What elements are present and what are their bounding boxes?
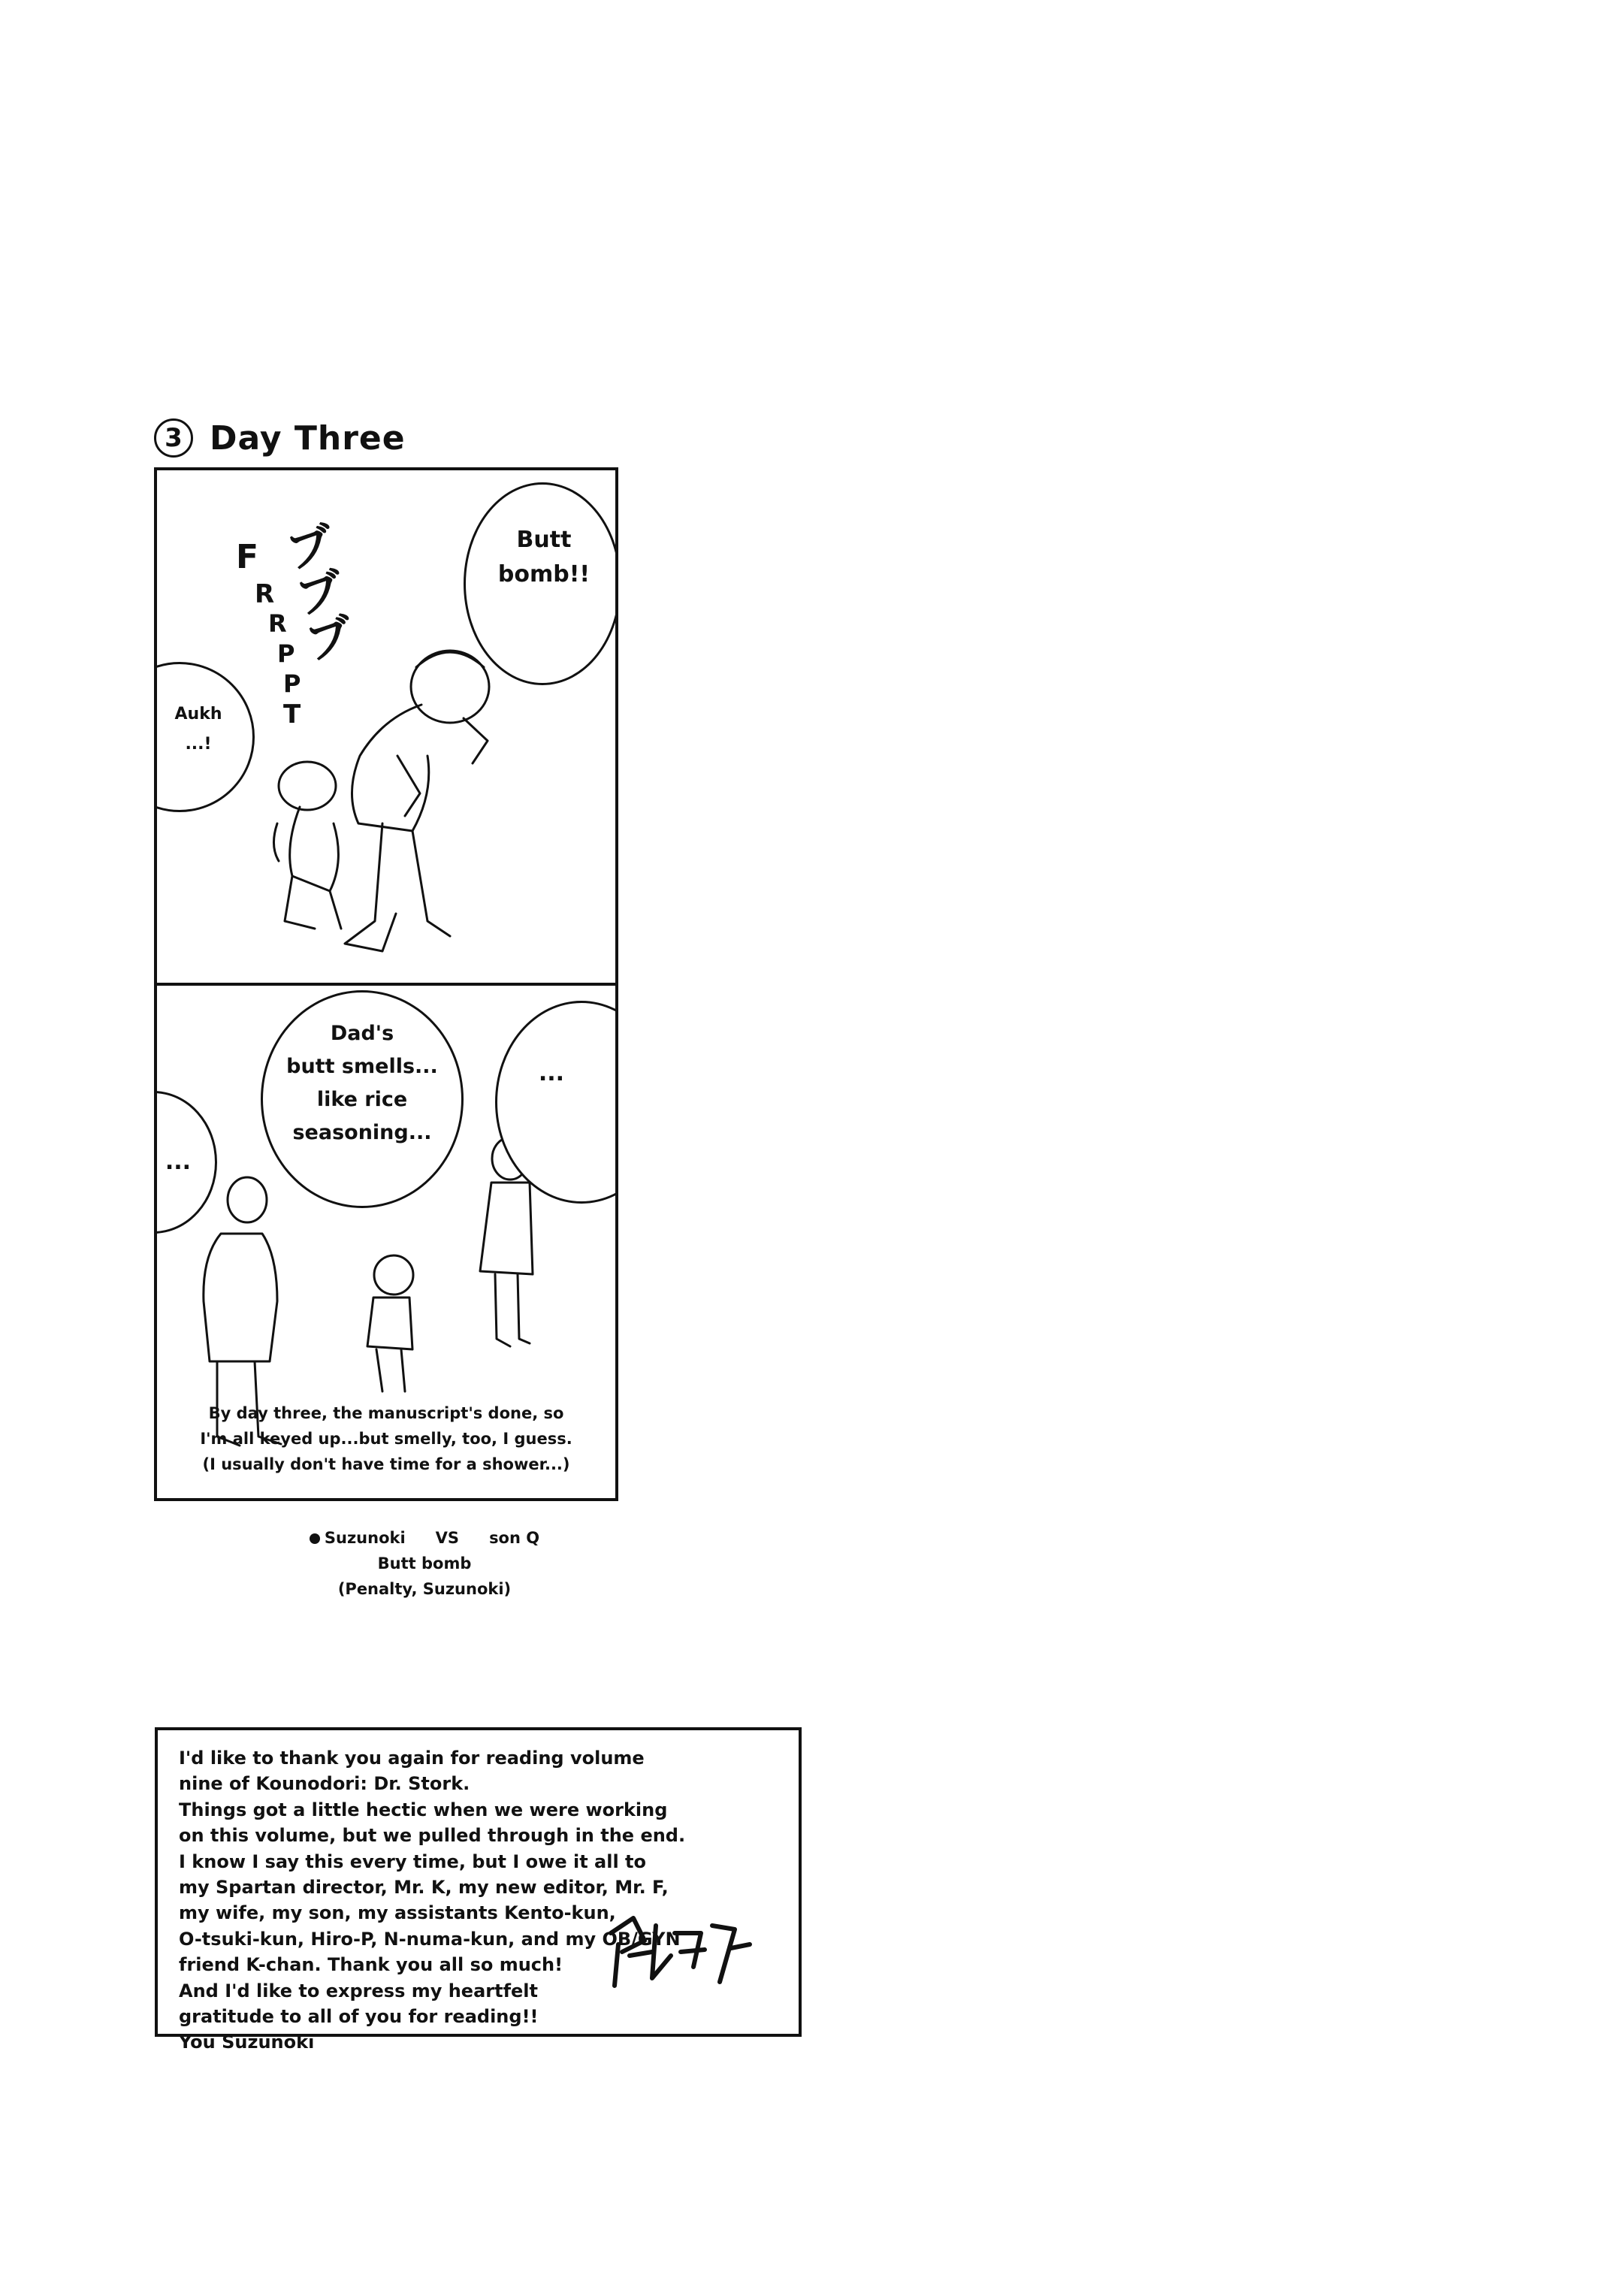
sfx-letter: R xyxy=(255,579,275,609)
score-player-1 xyxy=(310,1525,406,1551)
speech-line: Aukh xyxy=(174,705,222,724)
afterword-line: I know I say this every time, but I owe it all to xyxy=(179,1850,646,1872)
afterword-line: And I'd like to express my heartfelt xyxy=(179,1980,538,2001)
sfx-letter: R xyxy=(268,609,287,638)
speech-text-ellipsis-left: ... xyxy=(165,1149,192,1175)
afterword-line: I'd like to thank you again for reading volume xyxy=(179,1748,645,1769)
caption-line: (I usually don't have time for a shower...) xyxy=(202,1455,570,1473)
speech-line: seasoning... xyxy=(292,1121,432,1144)
speech-line: bomb!! xyxy=(497,561,591,588)
heading-title: Day Three xyxy=(210,418,406,458)
score-player-2: son Q xyxy=(489,1529,540,1547)
caption-line: By day three, the manuscript's done, so xyxy=(208,1404,564,1422)
speech-line: Dad's xyxy=(330,1022,394,1045)
match-score xyxy=(293,1525,556,1602)
afterword-line: You Suzunoki xyxy=(179,2032,315,2053)
afterword-line: nine of Kounodori: Dr. Stork. xyxy=(179,1773,470,1795)
caption-line: I'm all keyed up...but smelly, too, I guess. xyxy=(200,1430,572,1448)
afterword-line: O-tsuki-kun, Hiro-P, N-numa-kun, and my OB/GYN xyxy=(179,1928,681,1950)
speech-text-ellipsis-right: ... xyxy=(538,1060,565,1086)
speech-text-aukh xyxy=(161,699,236,760)
afterword-line: my Spartan director, Mr. K, my new editor, Mr. F, xyxy=(179,1877,669,1899)
sfx-letter: P xyxy=(277,639,295,668)
comic-panel-1 xyxy=(154,467,618,986)
sfx-letter: P xyxy=(283,669,301,698)
speech-text-butt-bomb xyxy=(480,523,608,592)
score-vs: VS xyxy=(435,1529,460,1547)
afterword-line: friend K-chan. Thank you all so much! xyxy=(179,1954,563,1976)
afterword-line: gratitude to all of you for reading!! xyxy=(179,2006,539,2028)
sfx-kana: ブブブ xyxy=(281,515,358,671)
player-1-name: Suzunoki xyxy=(324,1529,406,1547)
heading-number: 3 xyxy=(154,418,193,458)
chapter-heading xyxy=(154,412,406,464)
sfx-letter: T xyxy=(283,699,301,730)
panel-caption xyxy=(157,1400,615,1477)
speech-text-dad-smells xyxy=(268,1017,456,1150)
speech-line: Butt xyxy=(516,527,572,553)
score-result: Butt bomb xyxy=(377,1554,472,1572)
speech-line: butt smells... xyxy=(286,1055,438,1078)
afterword-box xyxy=(155,1727,802,2053)
comic-panel-2 xyxy=(154,983,618,1501)
win-dot-icon xyxy=(310,1533,320,1544)
sfx-letter: F xyxy=(236,538,259,576)
afterword-line: my wife, my son, my assistants Kento-kun, xyxy=(179,1902,616,1924)
author-signature xyxy=(600,1911,757,1993)
speech-line: like rice xyxy=(316,1088,408,1111)
score-note: (Penalty, Suzunoki) xyxy=(337,1580,512,1598)
speech-line: ...! xyxy=(185,735,212,754)
afterword-line: on this volume, but we pulled through in the end. xyxy=(179,1825,686,1847)
afterword-text xyxy=(179,1745,685,2056)
afterword-line: Things got a little hectic when we were working xyxy=(179,1799,668,1820)
score-line xyxy=(293,1525,556,1551)
